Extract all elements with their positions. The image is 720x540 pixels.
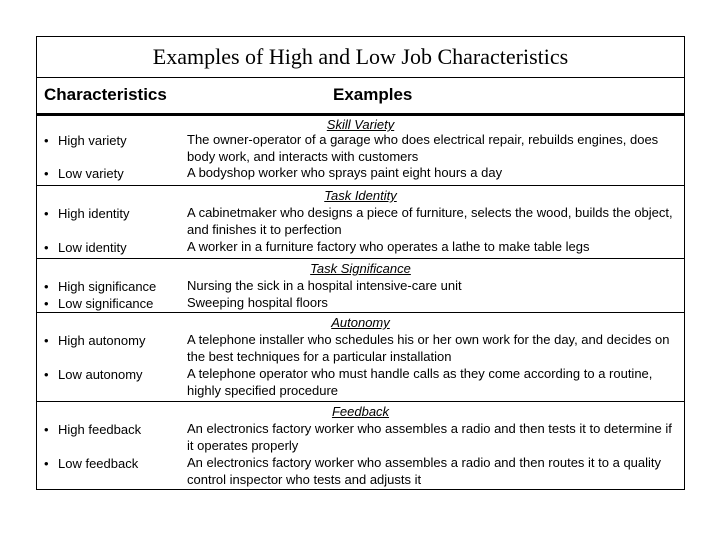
bullet-icon: • — [44, 367, 49, 382]
low-variety-label: • Low variety — [44, 166, 124, 181]
examples-header: Examples — [333, 85, 413, 104]
low-identity-label: • Low identity — [44, 240, 127, 255]
bullet-icon: • — [44, 240, 49, 255]
category-task-significance: Task Significance — [310, 261, 411, 276]
bullet-icon: • — [44, 166, 49, 181]
bullet-icon: • — [44, 206, 49, 221]
high-feedback-example: An electronics factory worker who assembles a radio and then tests it to determine if it operates properly — [187, 421, 672, 453]
category-feedback: Feedback — [331, 404, 390, 419]
low-significance-label: • Low significance — [44, 296, 154, 311]
bullet-icon: • — [44, 296, 49, 311]
section-divider — [37, 258, 684, 259]
category-task-identity: Task Identity — [324, 188, 397, 203]
characteristics-header: Characteristics — [44, 85, 167, 104]
high-variety-label: • High variety — [44, 133, 127, 148]
category-skill-variety: Skill Variety — [326, 117, 395, 132]
low-identity-example: A worker in a furniture factory who operates a lathe to make table legs — [187, 239, 590, 254]
high-variety-example: The owner-operator of a garage who does electrical repair, rebuilds engines, does body work, and interacts with customers — [187, 132, 659, 164]
high-feedback-label: • High feedback — [44, 422, 142, 437]
low-autonomy-label: • Low autonomy — [44, 367, 143, 382]
bullet-icon: • — [44, 133, 49, 148]
low-variety-example: A bodyshop worker who sprays paint eight hours a day — [187, 165, 503, 180]
section-divider — [37, 401, 684, 402]
page-title: Examples of High and Low Job Characteristics — [37, 37, 684, 78]
bullet-icon: • — [44, 333, 49, 348]
high-identity-example: A cabinetmaker who designs a piece of furniture, selects the wood, builds the object, and finishes it to perfection — [187, 205, 673, 237]
low-autonomy-example: A telephone operator who must handle calls as they come according to a routine, highly specified procedure — [187, 366, 653, 398]
low-feedback-example: An electronics factory worker who assembles a radio and then routes it to a quality control inspector who tests and adjusts it — [187, 455, 662, 487]
high-autonomy-example: A telephone installer who schedules his or her own work for the day, and decides on the best techniques for a particular installation — [187, 332, 670, 364]
category-autonomy: Autonomy — [331, 315, 390, 330]
high-autonomy-label: • High autonomy — [44, 333, 146, 348]
high-significance-example: Nursing the sick in a hospital intensive-care unit — [187, 278, 462, 293]
bullet-icon: • — [44, 422, 49, 437]
bullet-icon: • — [44, 279, 49, 294]
bullet-icon: • — [44, 456, 49, 471]
header-divider — [37, 113, 684, 116]
section-divider — [37, 185, 684, 186]
high-significance-label: • High significance — [44, 279, 157, 294]
section-divider — [37, 312, 684, 313]
low-significance-example: Sweeping hospital floors — [187, 295, 328, 310]
high-identity-label: • High identity — [44, 206, 130, 221]
low-feedback-label: • Low feedback — [44, 456, 139, 471]
table-frame — [36, 36, 685, 490]
